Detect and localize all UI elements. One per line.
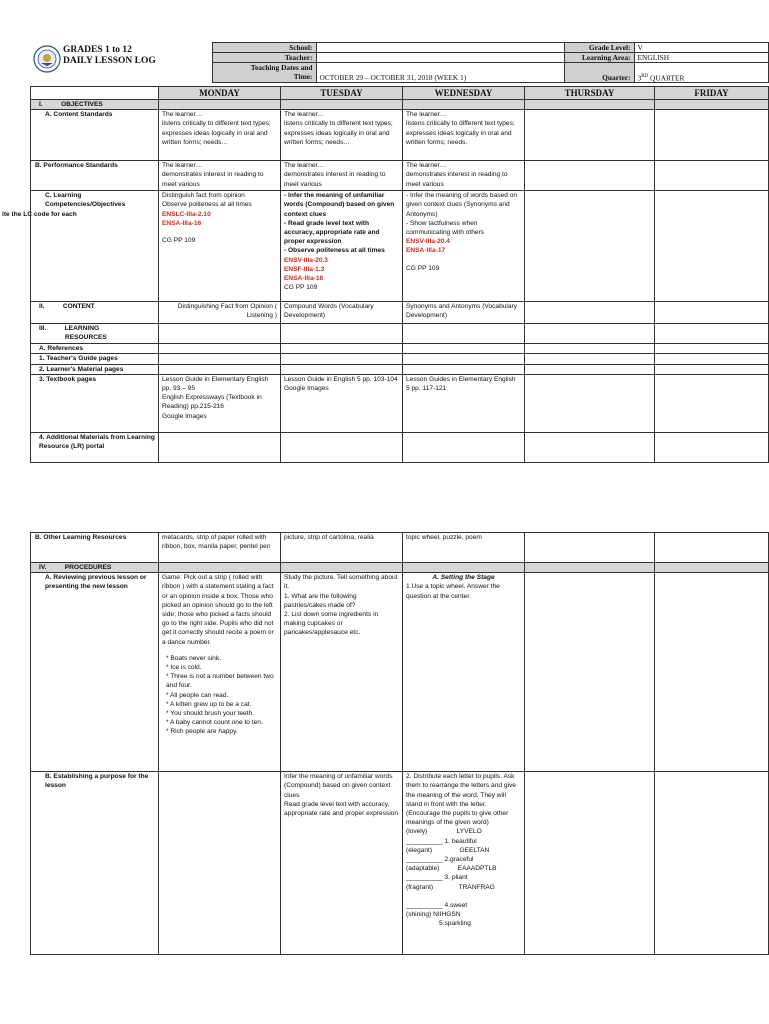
- other-resources-tuesday: picture, strip of cartolina, realia: [281, 533, 403, 563]
- dates-label-line-1: Teaching Dates and: [250, 63, 313, 72]
- teachers-guide-label: 1. Teacher's Guide pages: [31, 354, 159, 364]
- competency-code: ENSA-IIIa-17: [406, 247, 446, 255]
- day-tuesday: TUESDAY: [281, 87, 403, 100]
- establishing-monday: [159, 772, 281, 955]
- content-standards-wednesday: The learner… listens critically to different text types; expresses ideas logically in oral and written forms; needs.: [403, 110, 525, 161]
- area-label: Learning Area:: [564, 53, 634, 63]
- scramble-item: (adaptable) EAAADPTLB: [406, 865, 497, 873]
- day-monday: MONDAY: [159, 87, 281, 100]
- title-block: [30, 43, 212, 83]
- competencies-wednesday: [403, 191, 525, 302]
- scramble-item: (elegant) GEELTAN: [406, 846, 490, 854]
- procedures-heading: IV. PROCEDURES: [31, 563, 159, 573]
- resources-heading: [31, 324, 159, 344]
- content-standards-monday: The learner… listens critically to different text types; expresses ideas logically in oral and written forms; needs…: [159, 110, 281, 161]
- content-tuesday: Compound Words (Vocabulary Development): [281, 302, 403, 324]
- header-table: [30, 42, 769, 83]
- statement-item: * Boats never sink.: [166, 654, 221, 662]
- statement-item: * All people can read.: [166, 691, 229, 699]
- competency-text: - Observe politeness at all times: [284, 247, 385, 255]
- additional-materials-label: 4. Additional Materials from Learning Resource (LR) portal: [31, 432, 159, 462]
- statement-item: * A kitten grew up to be a cat.: [166, 700, 252, 708]
- competency-code: ENSLC-IIIa-2.10: [162, 210, 211, 218]
- objectives-heading: I. OBJECTIVES: [31, 100, 159, 110]
- quarter-text: QUARTER: [648, 73, 685, 82]
- title-line-2: DAILY LESSON LOG: [63, 55, 156, 66]
- competency-text: - Infer the meaning of unfamiliar words (Compound) based on given context clues: [284, 192, 395, 218]
- scramble-item: 5.sparkling: [406, 920, 471, 928]
- textbook-monday: Lesson Guide in Elementary English pp. 93 – 95 English Expressways (Textbook in Reading) pp.215-216 Google Images: [159, 374, 281, 432]
- competencies-monday: [159, 191, 281, 302]
- references-label: A. References: [31, 344, 159, 354]
- grade-value: V: [634, 43, 768, 53]
- teacher-label: Teacher:: [212, 53, 316, 63]
- dates-label: [212, 63, 316, 83]
- scramble-item: __________ 2.graceful: [406, 856, 474, 864]
- dates-value: OCTOBER 29 – OCTOBER 31, 2018 (WEEK 1): [316, 63, 564, 83]
- scramble-item: __________ 3. pliant: [406, 874, 468, 882]
- establishing-tuesday: Infer the meaning of unfamiliar words (Compound) based on given context clues Read grade level text with accuracy, appropriate rate and proper expression: [281, 772, 403, 955]
- competency-text: - Infer the meaning of words based on given context clues (Synonyms and Antonyms): [406, 192, 518, 218]
- competency-code: ENSV-IIIa-20.4: [406, 238, 450, 246]
- scramble-item: (fragrant) TRANFRAG: [406, 883, 495, 891]
- grade-label: Grade Level:: [564, 43, 634, 53]
- other-resources-label: B. Other Learning Resources: [31, 533, 159, 563]
- competency-text: Observe politeness at all times: [162, 201, 252, 209]
- competencies-sub: ite the LC code for each: [2, 210, 77, 218]
- content-heading: II. CONTENT: [31, 302, 159, 324]
- blank-corner: [31, 87, 159, 100]
- establishing-purpose-label: B. Establishing a purpose for the lesson: [31, 772, 159, 955]
- day-friday: FRIDAY: [655, 87, 769, 100]
- quarter-label: Quarter:: [564, 63, 634, 83]
- scramble-item: __________ 4.sweet: [406, 901, 468, 909]
- day-wednesday: WEDNESDAY: [403, 87, 525, 100]
- other-resources-monday: metacards, strip of paper rolled with ribbon, box, manila paper, pentel pen: [159, 533, 281, 563]
- content-standards-label: A. Content Standards: [31, 110, 159, 161]
- dates-label-line-2: Time:: [293, 72, 313, 81]
- scramble-item: (lovely) LYVELO: [406, 828, 482, 836]
- statement-item: * A baby cannot count one to ten.: [166, 719, 263, 727]
- textbook-tuesday: Lesson Guide in English 5 pp. 103-104 Google Images: [281, 374, 403, 432]
- scramble-item: (shining) NIIHGSN: [406, 911, 461, 919]
- area-value: ENGLISH: [634, 53, 768, 63]
- performance-standards-tuesday: The learner… demonstrates interest in reading to meet various: [281, 161, 403, 191]
- title-line-1: GRADES 1 to 12: [63, 44, 132, 55]
- competencies-label: C. Learning Competencies/Objectives: [45, 192, 126, 209]
- school-value: [316, 43, 564, 53]
- learners-material-label: 2. Learner's Material pages: [31, 364, 159, 374]
- establishing-wednesday: [403, 772, 525, 955]
- reviewing-tuesday: Study the picture. Tell something about it. 1. What are the following pastries/cakes made of? 2. List down some ingredients in making cupcakes or pancakes/applesauce etc.: [281, 573, 403, 772]
- statement-item: * Three is not a number between two and four.: [166, 673, 274, 690]
- performance-standards-monday: The learner… demonstrates interest in reading to meet various: [159, 161, 281, 191]
- school-label: School:: [212, 43, 316, 53]
- deped-seal-icon: [33, 45, 61, 73]
- competency-code: ENSV-IIIa-20.3: [284, 256, 328, 264]
- lesson-log-page-1: [2, 42, 768, 463]
- game-instructions: Game: Pick out a strip ( rolled with ribbon ) with a statement stating a fact or an opinion inside a box. Those who picked an opinion should go to the left side; those who picked a facts should go to the right side. Pupils who did not get it correctly should recite a poem or a dance number.: [162, 574, 274, 646]
- competency-code: ENSA-IIIa-16: [284, 275, 324, 283]
- competency-code: ENSF-IIIa-1.3: [284, 265, 325, 273]
- quarter-number: 3: [637, 73, 642, 82]
- setting-stage-title: A. Setting the Stage: [432, 574, 495, 582]
- lesson-log-page-2: [30, 532, 768, 955]
- other-resources-wednesday: topic wheel, puzzle, poem: [403, 533, 525, 563]
- performance-standards-label: B. Performance Standards: [31, 161, 159, 191]
- competency-text: - Read grade level text with accuracy, appropriate rate and proper expression: [284, 219, 380, 246]
- resources-heading-line-1: III. LEARNING: [39, 325, 100, 333]
- textbook-label: 3. Textbook pages: [31, 374, 159, 432]
- competency-text: - Show tactfulness when communicating with others: [406, 219, 485, 237]
- competency-reference: CG PP 109: [406, 264, 440, 272]
- reviewing-wednesday: [403, 573, 525, 772]
- statement-item: * You should brush your teeth.: [166, 710, 254, 718]
- statement-item: * Rich people are happy.: [166, 728, 238, 736]
- competencies-label-cell: [2, 191, 159, 302]
- scramble-item: [406, 892, 521, 901]
- objectives-table: [2, 86, 769, 463]
- competency-code: ENSA-IIIa-16: [162, 219, 202, 227]
- performance-standards-wednesday: The learner… demonstrates interest in reading to meet various: [403, 161, 525, 191]
- textbook-wednesday: Lesson Guides in Elementary English 5 pp. 117-121: [403, 374, 525, 432]
- procedures-table: [30, 532, 769, 955]
- quarter-suffix: RD: [641, 73, 649, 79]
- reviewing-monday: [159, 573, 281, 772]
- quarter-value: [634, 63, 768, 83]
- competency-text: Distinguish fact from opinion: [162, 192, 245, 200]
- content-standards-tuesday: The learner… listens critically to different text types; expresses ideas logically in oral and written forms; needs…: [281, 110, 403, 161]
- competencies-tuesday: [281, 191, 403, 302]
- competency-reference: CG PP 109: [284, 284, 318, 292]
- content-monday: Distinguishing Fact from Opinion ( Listening ): [159, 302, 281, 324]
- statement-item: * Ice is cold.: [166, 664, 202, 672]
- scramble-item: __________ 1. beautiful: [406, 837, 477, 845]
- scramble-instructions: 2. Distribute each letter to pupils. Ask them to rearrange the letters and give the meaning of the word. They will stand in front with the letter. (Encourage the pupils to give other meanings of the given word): [406, 773, 516, 827]
- day-thursday: THURSDAY: [525, 87, 655, 100]
- reviewing-label: A. Reviewing previous lesson or presenting the new lesson: [31, 573, 159, 772]
- content-wednesday: Synonyms and Antonyms (Vocabulary Development): [403, 302, 525, 324]
- resources-heading-line-2: RESOURCES: [65, 334, 107, 342]
- competency-reference: CG PP 109: [162, 237, 196, 245]
- teacher-value: [316, 53, 564, 63]
- setting-stage-text: 1.Use a topic wheel. Answer the question at the center.: [406, 583, 500, 600]
